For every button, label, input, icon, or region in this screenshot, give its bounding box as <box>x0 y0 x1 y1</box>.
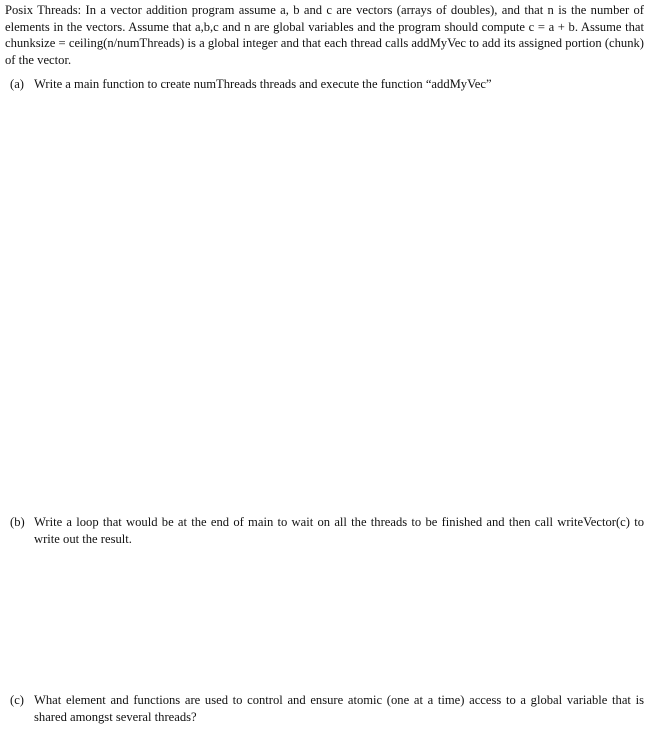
question-b <box>10 514 644 547</box>
question-c-text: What element and functions are used to control and ensure atomic (one at a time) access to a global variable that is shared amongst several threads? <box>34 693 644 724</box>
question-a-text: Write a main function to create numThreads threads and execute the function “addMyVec” <box>34 77 492 91</box>
question-c <box>10 692 644 725</box>
question-b-label: (b) <box>10 515 25 529</box>
answer-space-a <box>0 96 661 510</box>
question-a <box>10 76 644 93</box>
question-a-label: (a) <box>10 77 24 91</box>
answer-space-b <box>0 552 661 688</box>
problem-intro: Posix Threads: In a vector addition program assume a, b and c are vectors (arrays of doubles), and that n is the number of elements in the vectors. Assume that a,b,c and n are global variables and the program should compute c = a + b. Assume that chunksize = ceiling(n/numThreads) is a global integer and that each thread calls addMyVec to add its assigned portion (chunk) of the vector. <box>5 3 644 67</box>
question-b-text: Write a loop that would be at the end of main to wait on all the threads to be finished and then call writeVector(c) to write out the result. <box>34 515 644 546</box>
question-c-label: (c) <box>10 693 24 707</box>
